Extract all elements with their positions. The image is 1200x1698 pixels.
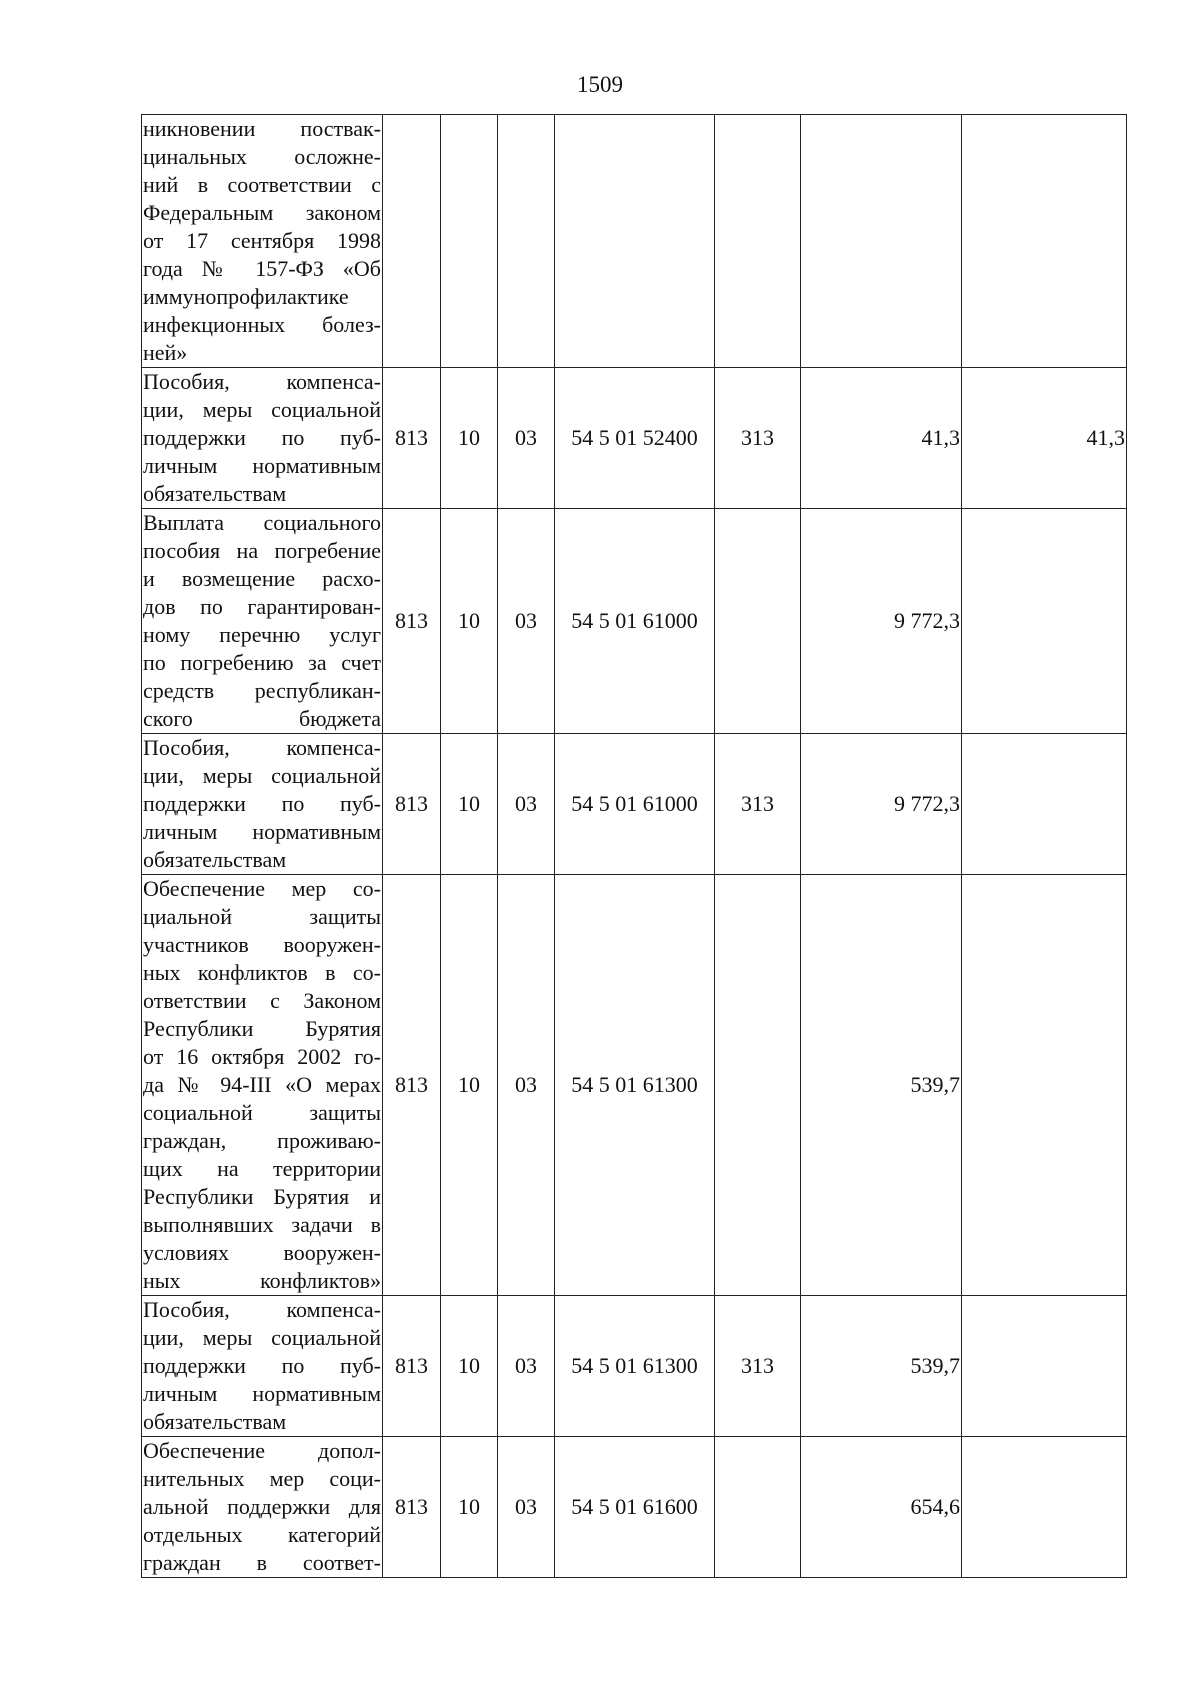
description-line: щих на территории [143, 1156, 381, 1181]
subsection-code-cell [498, 115, 555, 368]
section-code-cell: 10 [441, 368, 498, 509]
subsection-code-cell: 03 [498, 875, 555, 1296]
description-line: Выплата социального [143, 510, 381, 535]
description-line: выполнявших задачи в [143, 1212, 381, 1237]
target-article-cell: 54 5 01 52400 [555, 368, 715, 509]
amount-federal-cell [962, 875, 1127, 1296]
ministry-code-cell: 813 [383, 1296, 441, 1437]
description-line: никновении поствак- [143, 116, 381, 141]
amount-cell: 9 772,3 [801, 509, 962, 734]
amount-federal-cell: 41,3 [962, 368, 1127, 509]
description-line: обязательствам [143, 481, 287, 506]
section-code-cell: 10 [441, 1296, 498, 1437]
amount-cell: 539,7 [801, 875, 962, 1296]
ministry-code-cell: 813 [383, 734, 441, 875]
expense-type-cell [715, 115, 801, 368]
amount-cell [801, 115, 962, 368]
description-line: ции, меры социальной [143, 397, 381, 422]
amount-federal-cell [962, 734, 1127, 875]
subsection-code-cell: 03 [498, 1437, 555, 1578]
page-number: 1509 [577, 72, 623, 97]
amount-federal-cell [962, 1437, 1127, 1578]
section-code-cell: 10 [441, 734, 498, 875]
description-line: граждан в соответ- [143, 1550, 381, 1575]
amount-cell: 654,6 [801, 1437, 962, 1578]
description-line: условиях вооружен- [143, 1240, 381, 1265]
table-row [142, 734, 1127, 875]
expense-type-cell [715, 1437, 801, 1578]
row-description [142, 1296, 383, 1437]
description-line: пособия на погребение [143, 538, 381, 563]
subsection-code-cell: 03 [498, 368, 555, 509]
subsection-code-cell: 03 [498, 734, 555, 875]
description-line: ных конфликтов» [143, 1268, 381, 1293]
expense-type-cell: 313 [715, 1296, 801, 1437]
description-line: ского бюджета [143, 706, 381, 731]
description-line: ответствии с Законом [143, 988, 381, 1013]
description-line: от 16 октября 2002 го- [143, 1044, 381, 1069]
row-description [142, 875, 383, 1296]
row-description [142, 115, 383, 368]
amount-cell: 41,3 [801, 368, 962, 509]
amount-cell: 539,7 [801, 1296, 962, 1437]
budget-table [141, 114, 1127, 1578]
description-line: ции, меры социальной [143, 763, 381, 788]
description-line: и возмещение расхо- [143, 566, 381, 591]
ministry-code-cell: 813 [383, 509, 441, 734]
description-line: личным нормативным [143, 819, 381, 844]
expense-type-cell [715, 875, 801, 1296]
description-line: личным нормативным [143, 453, 381, 478]
table-row [142, 509, 1127, 734]
description-line: участников вооружен- [143, 932, 381, 957]
description-line: нительных мер соци- [143, 1466, 381, 1491]
ministry-code-cell: 813 [383, 1437, 441, 1578]
description-line: иммунопрофилактике [143, 284, 349, 309]
description-line: ных конфликтов в со- [143, 960, 381, 985]
expense-type-cell: 313 [715, 734, 801, 875]
description-line: поддержки по пуб- [143, 1353, 381, 1378]
target-article-cell: 54 5 01 61300 [555, 1296, 715, 1437]
section-code-cell [441, 115, 498, 368]
table-row [142, 875, 1127, 1296]
description-line: поддержки по пуб- [143, 791, 381, 816]
subsection-code-cell: 03 [498, 509, 555, 734]
ministry-code-cell: 813 [383, 875, 441, 1296]
table-row [142, 1296, 1127, 1437]
target-article-cell: 54 5 01 61000 [555, 734, 715, 875]
ministry-code-cell: 813 [383, 368, 441, 509]
description-line: да № 94-III «О мерах [143, 1072, 381, 1097]
description-line: Пособия, компенса- [143, 735, 381, 760]
table-row [142, 368, 1127, 509]
description-line: ний в соответствии с [143, 172, 381, 197]
description-line: дов по гарантирован- [143, 594, 381, 619]
description-line: цинальных осложне- [143, 144, 381, 169]
row-description [142, 368, 383, 509]
amount-federal-cell [962, 1296, 1127, 1437]
description-line: социальной защиты [143, 1100, 381, 1125]
description-line: отдельных категорий [143, 1522, 381, 1547]
description-line: инфекционных болез- [143, 312, 381, 337]
amount-federal-cell [962, 509, 1127, 734]
description-line: ному перечню услуг [143, 622, 381, 647]
target-article-cell [555, 115, 715, 368]
section-code-cell: 10 [441, 1437, 498, 1578]
description-line: ней» [143, 340, 188, 365]
description-line: Пособия, компенса- [143, 369, 381, 394]
description-line: ции, меры социальной [143, 1325, 381, 1350]
description-line: циальной защиты [143, 904, 381, 929]
target-article-cell: 54 5 01 61300 [555, 875, 715, 1296]
table-row [142, 1437, 1127, 1578]
row-description [142, 1437, 383, 1578]
description-line: по погребению за счет [143, 650, 381, 675]
section-code-cell: 10 [441, 509, 498, 734]
description-line: Республики Бурятия и [143, 1184, 381, 1209]
ministry-code-cell [383, 115, 441, 368]
description-line: Обеспечение допол- [143, 1438, 381, 1463]
description-line: средств республикан- [143, 678, 381, 703]
expense-type-cell: 313 [715, 368, 801, 509]
description-line: Федеральным законом [143, 200, 381, 225]
description-line: граждан, проживаю- [143, 1128, 381, 1153]
table-row [142, 115, 1127, 368]
expense-type-cell [715, 509, 801, 734]
section-code-cell: 10 [441, 875, 498, 1296]
description-line: личным нормативным [143, 1381, 381, 1406]
description-line: Обеспечение мер со- [143, 876, 381, 901]
subsection-code-cell: 03 [498, 1296, 555, 1437]
description-line: года № 157-ФЗ «Об [143, 256, 381, 281]
target-article-cell: 54 5 01 61600 [555, 1437, 715, 1578]
description-line: поддержки по пуб- [143, 425, 381, 450]
description-line: обязательствам [143, 847, 287, 872]
description-line: Республики Бурятия [143, 1016, 381, 1041]
target-article-cell: 54 5 01 61000 [555, 509, 715, 734]
amount-federal-cell [962, 115, 1127, 368]
description-line: обязательствам [143, 1409, 287, 1434]
description-line: Пособия, компенса- [143, 1297, 381, 1322]
description-line: альной поддержки для [143, 1494, 381, 1519]
row-description [142, 734, 383, 875]
description-line: от 17 сентября 1998 [143, 228, 381, 253]
row-description [142, 509, 383, 734]
amount-cell: 9 772,3 [801, 734, 962, 875]
